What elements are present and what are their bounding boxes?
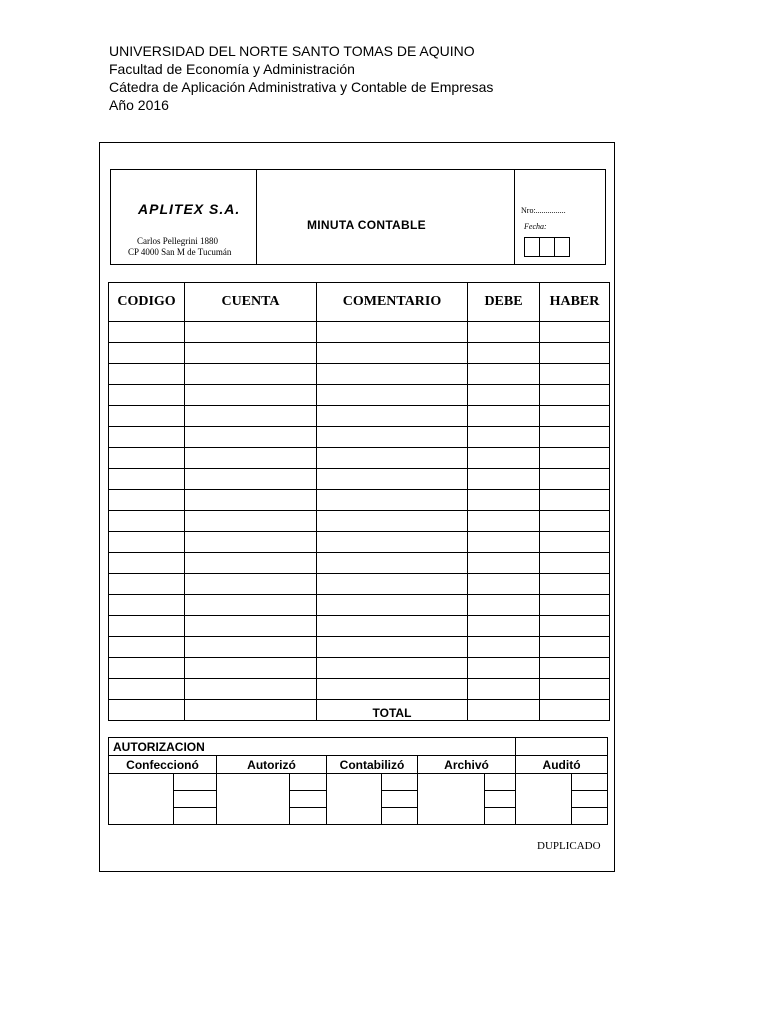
codigo-cell[interactable] xyxy=(109,427,185,448)
label-contabilizo: Contabilizó xyxy=(327,756,418,774)
form-header-box xyxy=(110,169,606,265)
cuenta-cell[interactable] xyxy=(185,385,317,406)
haber-cell[interactable] xyxy=(540,469,610,490)
company-address-line2: CP 4000 San M de Tucumán xyxy=(128,247,232,257)
haber-cell[interactable] xyxy=(540,553,610,574)
comentario-cell[interactable] xyxy=(317,490,468,511)
haber-cell[interactable] xyxy=(540,616,610,637)
codigo-cell[interactable] xyxy=(109,448,185,469)
date-box-contabilizo[interactable] xyxy=(382,808,418,825)
table-row xyxy=(109,469,610,490)
debe-cell[interactable] xyxy=(468,406,540,427)
date-box-archivo[interactable] xyxy=(485,808,516,825)
company-block xyxy=(111,170,257,264)
comentario-cell[interactable] xyxy=(317,511,468,532)
haber-cell[interactable] xyxy=(540,406,610,427)
comentario-cell[interactable] xyxy=(317,595,468,616)
codigo-cell[interactable] xyxy=(109,658,185,679)
table-row xyxy=(109,448,610,469)
cuenta-cell[interactable] xyxy=(185,364,317,385)
nro-field-label: Nro:............... xyxy=(521,206,566,215)
total-cuenta-cell xyxy=(185,700,317,721)
table-row xyxy=(109,406,610,427)
total-haber-cell xyxy=(540,700,610,721)
comentario-cell[interactable] xyxy=(317,553,468,574)
haber-cell[interactable] xyxy=(540,658,610,679)
debe-cell[interactable] xyxy=(468,637,540,658)
table-row xyxy=(109,616,610,637)
table-row xyxy=(109,679,610,700)
debe-cell[interactable] xyxy=(468,343,540,364)
cuenta-cell[interactable] xyxy=(185,616,317,637)
comentario-cell[interactable] xyxy=(317,385,468,406)
cuenta-cell[interactable] xyxy=(185,553,317,574)
number-date-block xyxy=(514,170,606,264)
table-row xyxy=(109,364,610,385)
column-header-cuenta: CUENTA xyxy=(185,283,317,322)
comentario-cell[interactable] xyxy=(317,574,468,595)
company-name: APLITEX S.A. xyxy=(138,201,241,217)
cuenta-cell[interactable] xyxy=(185,343,317,364)
cuenta-cell[interactable] xyxy=(185,511,317,532)
debe-cell[interactable] xyxy=(468,469,540,490)
copy-label: DUPLICADO xyxy=(537,840,601,852)
debe-cell[interactable] xyxy=(468,553,540,574)
codigo-cell[interactable] xyxy=(109,511,185,532)
date-box-archivo[interactable] xyxy=(485,774,516,791)
codigo-cell[interactable] xyxy=(109,595,185,616)
column-header-haber: HABER xyxy=(540,283,610,322)
comentario-cell[interactable] xyxy=(317,322,468,343)
table-row xyxy=(109,490,610,511)
table-row xyxy=(109,343,610,364)
cuenta-cell[interactable] xyxy=(185,406,317,427)
cuenta-cell[interactable] xyxy=(185,427,317,448)
cuenta-cell[interactable] xyxy=(185,595,317,616)
label-confecciono: Confeccionó xyxy=(109,756,217,774)
total-debe-cell xyxy=(468,700,540,721)
cuenta-cell[interactable] xyxy=(185,679,317,700)
table-row xyxy=(109,658,610,679)
date-box-archivo[interactable] xyxy=(485,791,516,808)
table-row xyxy=(109,532,610,553)
authorization-table xyxy=(108,737,608,825)
date-box-autorizo[interactable] xyxy=(290,808,327,825)
form-title: MINUTA CONTABLE xyxy=(307,218,426,232)
signature-autorizo[interactable] xyxy=(217,774,290,825)
date-month-box xyxy=(540,238,555,256)
debe-cell[interactable] xyxy=(468,490,540,511)
debe-cell[interactable] xyxy=(468,679,540,700)
haber-cell[interactable] xyxy=(540,385,610,406)
date-box-contabilizo[interactable] xyxy=(382,791,418,808)
comentario-cell[interactable] xyxy=(317,343,468,364)
haber-cell[interactable] xyxy=(540,364,610,385)
faculty-name: Facultad de Economía y Administración xyxy=(109,61,355,77)
date-day-box xyxy=(525,238,540,256)
codigo-cell[interactable] xyxy=(109,343,185,364)
date-box-audito[interactable] xyxy=(572,791,608,808)
university-name: UNIVERSIDAD DEL NORTE SANTO TOMAS DE AQUINO xyxy=(109,43,475,59)
cuenta-cell[interactable] xyxy=(185,469,317,490)
cuenta-cell[interactable] xyxy=(185,448,317,469)
codigo-cell[interactable] xyxy=(109,406,185,427)
university-header xyxy=(109,42,493,114)
haber-cell[interactable] xyxy=(540,574,610,595)
total-codigo-cell xyxy=(109,700,185,721)
column-header-codigo: CODIGO xyxy=(109,283,185,322)
year-label: Año 2016 xyxy=(109,97,169,113)
date-box-audito[interactable] xyxy=(572,774,608,791)
chair-name: Cátedra de Aplicación Administrativa y Contable de Empresas xyxy=(109,79,494,95)
signature-contabilizo[interactable] xyxy=(327,774,382,825)
date-box-confecciono[interactable] xyxy=(174,791,217,808)
debe-cell[interactable] xyxy=(468,616,540,637)
table-row xyxy=(109,553,610,574)
cuenta-cell[interactable] xyxy=(185,322,317,343)
codigo-cell[interactable] xyxy=(109,364,185,385)
comentario-cell[interactable] xyxy=(317,532,468,553)
label-archivo: Archivó xyxy=(418,756,516,774)
debe-cell[interactable] xyxy=(468,322,540,343)
date-year-box xyxy=(555,238,569,256)
label-autorizo: Autorizó xyxy=(217,756,327,774)
authorization-title: AUTORIZACION xyxy=(109,738,516,756)
haber-cell[interactable] xyxy=(540,595,610,616)
comentario-cell[interactable] xyxy=(317,469,468,490)
table-row xyxy=(109,595,610,616)
codigo-cell[interactable] xyxy=(109,679,185,700)
table-row xyxy=(109,385,610,406)
debe-cell[interactable] xyxy=(468,574,540,595)
debe-cell[interactable] xyxy=(468,448,540,469)
haber-cell[interactable] xyxy=(540,343,610,364)
table-row xyxy=(109,574,610,595)
date-box-autorizo[interactable] xyxy=(290,791,327,808)
journal-table xyxy=(108,282,610,721)
fecha-field-label: Fecha: xyxy=(524,222,547,231)
codigo-cell[interactable] xyxy=(109,532,185,553)
signature-audito[interactable] xyxy=(516,774,572,825)
debe-cell[interactable] xyxy=(468,427,540,448)
codigo-cell[interactable] xyxy=(109,637,185,658)
debe-cell[interactable] xyxy=(468,511,540,532)
journal-header-row xyxy=(109,283,610,322)
cuenta-cell[interactable] xyxy=(185,490,317,511)
haber-cell[interactable] xyxy=(540,679,610,700)
haber-cell[interactable] xyxy=(540,427,610,448)
cuenta-cell[interactable] xyxy=(185,637,317,658)
haber-cell[interactable] xyxy=(540,322,610,343)
comentario-cell[interactable] xyxy=(317,448,468,469)
signature-confecciono[interactable] xyxy=(109,774,174,825)
table-row xyxy=(109,637,610,658)
codigo-cell[interactable] xyxy=(109,490,185,511)
codigo-cell[interactable] xyxy=(109,574,185,595)
comentario-cell[interactable] xyxy=(317,406,468,427)
label-audito: Auditó xyxy=(516,756,608,774)
date-box-confecciono[interactable] xyxy=(174,774,217,791)
date-box-confecciono[interactable] xyxy=(174,808,217,825)
journal-body xyxy=(109,322,610,721)
table-row xyxy=(109,511,610,532)
cuenta-cell[interactable] xyxy=(185,532,317,553)
haber-cell[interactable] xyxy=(540,511,610,532)
comentario-cell[interactable] xyxy=(317,679,468,700)
codigo-cell[interactable] xyxy=(109,616,185,637)
column-header-comentario: COMENTARIO xyxy=(317,283,468,322)
haber-cell[interactable] xyxy=(540,637,610,658)
date-box-contabilizo[interactable] xyxy=(382,774,418,791)
column-header-debe: DEBE xyxy=(468,283,540,322)
codigo-cell[interactable] xyxy=(109,553,185,574)
authorization-title-blank xyxy=(516,738,608,756)
comentario-cell[interactable] xyxy=(317,658,468,679)
debe-cell[interactable] xyxy=(468,364,540,385)
total-row xyxy=(109,700,610,721)
debe-cell[interactable] xyxy=(468,595,540,616)
comentario-cell[interactable] xyxy=(317,616,468,637)
date-box-audito[interactable] xyxy=(572,808,608,825)
table-row xyxy=(109,427,610,448)
codigo-cell[interactable] xyxy=(109,385,185,406)
comentario-cell[interactable] xyxy=(317,364,468,385)
haber-cell[interactable] xyxy=(540,490,610,511)
company-address-line1: Carlos Pellegrini 1880 xyxy=(137,236,218,246)
date-box-autorizo[interactable] xyxy=(290,774,327,791)
debe-cell[interactable] xyxy=(468,385,540,406)
cuenta-cell[interactable] xyxy=(185,574,317,595)
total-label: TOTAL xyxy=(317,700,468,721)
comentario-cell[interactable] xyxy=(317,427,468,448)
haber-cell[interactable] xyxy=(540,448,610,469)
codigo-cell[interactable] xyxy=(109,469,185,490)
codigo-cell[interactable] xyxy=(109,322,185,343)
debe-cell[interactable] xyxy=(468,532,540,553)
cuenta-cell[interactable] xyxy=(185,658,317,679)
debe-cell[interactable] xyxy=(468,658,540,679)
signature-archivo[interactable] xyxy=(418,774,485,825)
date-boxes xyxy=(524,237,570,257)
table-row xyxy=(109,322,610,343)
comentario-cell[interactable] xyxy=(317,637,468,658)
haber-cell[interactable] xyxy=(540,532,610,553)
